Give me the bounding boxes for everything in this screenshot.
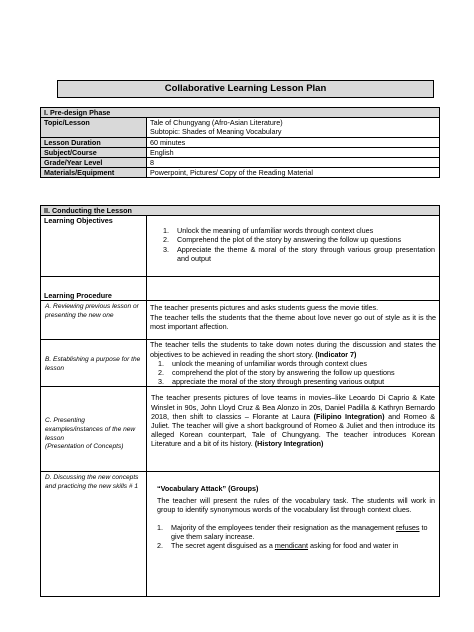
table-row bbox=[41, 216, 440, 277]
step-a-p1: The teacher presents pictures and asks students guess the movie titles. bbox=[150, 303, 379, 313]
step-c-label: C. Presenting examples/instances of the new lesson bbox=[45, 417, 136, 442]
step-a-p2: The teacher tells the students that the theme about love never go out of style as it is the most important affection. bbox=[150, 312, 437, 331]
row-value: English bbox=[147, 147, 440, 157]
row-label: Subject/Course bbox=[41, 147, 147, 157]
table-row bbox=[41, 118, 440, 137]
item-text bbox=[171, 523, 435, 541]
list-item bbox=[163, 235, 435, 244]
step-d-heading: “Vocabulary Attack” (Groups) bbox=[157, 484, 259, 494]
item-text-b: asking for food and water in bbox=[308, 541, 399, 551]
item-number: 1. bbox=[157, 523, 163, 533]
procedure-cell bbox=[147, 277, 440, 301]
step-a-cell bbox=[147, 301, 440, 340]
pre-design-table bbox=[40, 107, 440, 178]
row-label: Lesson Duration bbox=[41, 137, 147, 147]
vocab-word: refuses bbox=[395, 523, 420, 533]
item-text-a: The secret agent disguised as a bbox=[171, 541, 275, 551]
filipino-integration-tag: (Filipino Integration) bbox=[313, 411, 385, 421]
table-row bbox=[41, 147, 440, 157]
item-text-a: Majority of the employees tender their resignation as the management bbox=[171, 523, 394, 533]
item-number: 1. bbox=[158, 358, 164, 368]
subtopic-value: Subtopic: Shades of Meaning Vocabulary bbox=[150, 127, 282, 137]
item-text: unlock the meaning of unfamiliar words through context clues bbox=[172, 358, 367, 368]
phase1-heading: I. Pre-design Phase bbox=[41, 108, 440, 118]
item-number: 2. bbox=[158, 368, 164, 378]
item-text: Appreciate the theme & moral of the story through various group presentation and output bbox=[177, 244, 436, 263]
topic-value: Tale of Chungyang (Afro-Asian Literature) bbox=[150, 118, 283, 128]
list-item bbox=[158, 368, 436, 377]
row-value: Powerpoint, Pictures/ Copy of the Reading Material bbox=[147, 168, 440, 178]
step-b-intro bbox=[150, 340, 436, 358]
indicator-tag: (Indicator 7) bbox=[315, 349, 357, 359]
step-c-text2: and Romeo & Juliet. The teacher will give a short background of Romeo & Juliet and then introduce its alleged Korean counterpart, Tale of Chungyang. The teacher introduces Korean Literature and a bit of its history. bbox=[151, 411, 436, 449]
list-item bbox=[157, 523, 435, 541]
row-label: Topic/Lesson bbox=[41, 118, 147, 137]
table-row bbox=[41, 387, 440, 472]
row-label: Grade/Year Level bbox=[41, 158, 147, 168]
history-integration-tag: (History Integration) bbox=[254, 439, 324, 449]
step-b-cell bbox=[147, 340, 440, 387]
list-item bbox=[157, 541, 435, 550]
phase2-heading: II. Conducting the Lesson bbox=[41, 206, 440, 216]
item-text: Unlock the meaning of unfamiliar words through context clues bbox=[177, 226, 374, 236]
conducting-table bbox=[40, 205, 440, 597]
item-text: appreciate the moral of the story through presenting various output bbox=[172, 377, 385, 387]
list-item bbox=[163, 245, 435, 263]
item-number: 2. bbox=[157, 541, 163, 551]
item-number: 3. bbox=[158, 377, 164, 387]
list-item bbox=[158, 377, 436, 386]
item-text-b: to give them salary increase. bbox=[171, 523, 428, 542]
item-text: Comprehend the plot of the story by answering the follow up questions bbox=[177, 235, 402, 245]
table-row bbox=[41, 168, 440, 178]
row-value: 60 minutes bbox=[147, 137, 440, 147]
step-d-intro: The teacher will present the rules of the vocabulary task. The students will work in group to identify synonymous words of the vocabulary list through context clues. bbox=[157, 495, 436, 514]
item-text bbox=[171, 541, 398, 550]
step-d-cell bbox=[147, 472, 440, 597]
step-b-label: B. Establishing a purpose for the lesson bbox=[41, 340, 147, 387]
step-c-label-cell bbox=[41, 387, 147, 472]
item-number: 3. bbox=[163, 244, 169, 254]
objectives-label: Learning Objectives bbox=[41, 216, 147, 277]
table-row bbox=[41, 137, 440, 147]
item-number: 1. bbox=[163, 226, 169, 236]
row-value: 8 bbox=[147, 158, 440, 168]
page-title: Collaborative Learning Lesson Plan bbox=[57, 80, 434, 98]
step-a-label: A. Reviewing previous lesson or presenting the new one bbox=[41, 301, 147, 340]
row-label: Materials/Equipment bbox=[41, 168, 147, 178]
item-number: 2. bbox=[163, 235, 169, 245]
step-c-label-sub: (Presentation of Concepts) bbox=[45, 443, 124, 451]
table-row bbox=[41, 340, 440, 387]
procedure-label: Learning Procedure bbox=[41, 277, 147, 301]
list-item bbox=[158, 359, 436, 368]
item-text: comprehend the plot of the story by answering the follow up questions bbox=[172, 368, 395, 378]
table-row bbox=[41, 472, 440, 597]
step-b-intro-text: The teacher tells the students to take down notes during the discussion and states the objectives to be achieved in reading the short story. bbox=[150, 340, 437, 359]
step-d-label: D. Discussing the new concepts and practicing the new skills # 1 bbox=[41, 472, 147, 597]
table-row bbox=[41, 301, 440, 340]
row-value bbox=[147, 118, 440, 137]
step-c-cell bbox=[147, 387, 440, 472]
vocab-word: mendicant bbox=[274, 541, 309, 551]
table-row bbox=[41, 158, 440, 168]
list-item bbox=[163, 226, 435, 235]
objectives-cell bbox=[147, 216, 440, 277]
table-row bbox=[41, 277, 440, 301]
step-c-text1: The teacher presents pictures of love teams in movies–like Leoardo Di Caprio & Kate Winslet in 90s, John Lloyd Cruz & Bea Alonzo in 20s, Daniel Padilla & Kathryn Bernardo 2018, then shift to classics – Florante at Laura bbox=[151, 393, 436, 421]
